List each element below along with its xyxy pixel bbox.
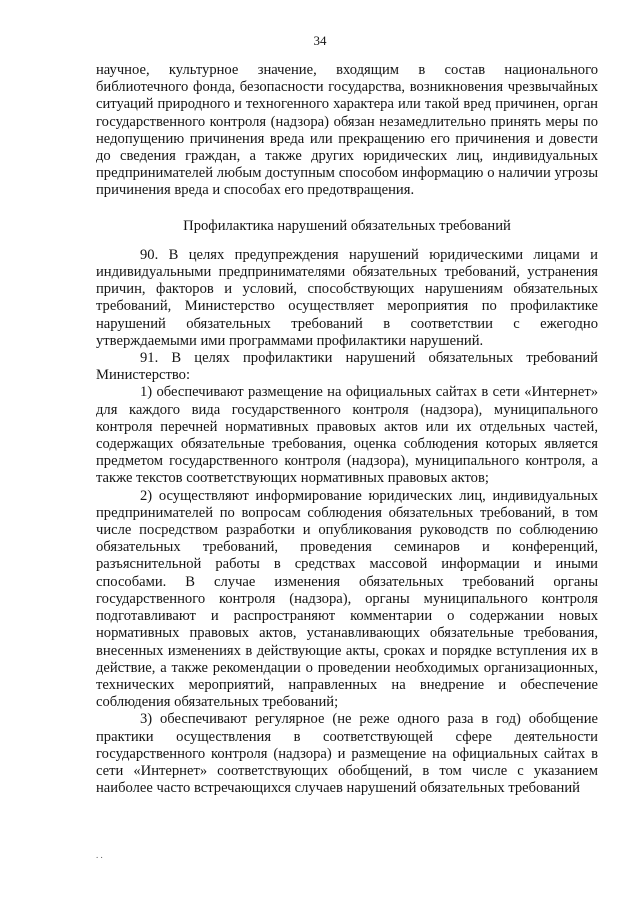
list-item-1: 1) обеспечивают размещение на официальных сайтах в сети «Интернет» для каждого вида государственного контроля (надзора), муниципального контроля перечней нормативных правовых актов или их отдельных частей, содержащих обязательные требования, оценка соблюдения которых является предметом государственного контроля (надзора), муниципального контроля, а также текстов соответствующих нормативных правовых актов; [96, 384, 598, 487]
paragraph-continuation: научное, культурное значение, входящим в состав национального библиотечного фонда, безопасности государства, возникновения чрезвычайных ситуаций природного и техногенного характера или такой вред причинен, орган государственного контроля (надзора) обязан незамедлительно принять меры по недопущению причинения вреда или прекращению его причинения и довести до сведения граждан, а также других юридических лиц, индивидуальных предпринимателей любым доступным способом информацию о наличии угрозы причинения вреда и способах его предотвращения. [96, 62, 598, 199]
page-number: 34 [313, 33, 327, 48]
paragraph-91: 91. В целях профилактики нарушений обязательных требований Министерство: [96, 350, 598, 384]
scan-mark: . . [96, 850, 103, 860]
section-heading: Профилактика нарушений обязательных требований [183, 217, 511, 234]
paragraph-90: 90. В целях предупреждения нарушений юридическими лицами и индивидуальными предпринимателями обязательных требований, устранения причин, факторов и условий, способствующих нарушениям обязательных требований, Министерство осуществляет мероприятия по профилактике нарушений обязательных требований в соответствии с ежегодно утверждаемыми ими программами профилактики нарушений. [96, 246, 598, 349]
list-item-2: 2) осуществляют информирование юридических лиц, индивидуальных предпринимателей по вопросам соблюдения обязательных требований, в том числе посредством разработки и опубликования руководств по соблюдению обязательных требований, проведения семинаров и конференций, разъяснительной работы в средствах массовой информации и иными способами. В случае изменения обязательных требований органы государственного контроля (надзора), органы муниципального контроля подготавливают и распространяют комментарии о содержании новых нормативных правовых актов, устанавливающих обязательные требования, внесенных изменениях в действующие акты, сроках и порядке вступления их в действие, а также рекомендации о проведении необходимых организационных, технических мероприятий, направленных на внедрение и обеспечение соблюдения обязательных требований; [96, 487, 598, 711]
list-item-3: 3) обеспечивают регулярное (не реже одного раза в год) обобщение практики осуществления в соответствующей сфере деятельности государственного контроля (надзора) и размещение на официальных сайтах в сети «Интернет» соответствующих обобщений, в том числе с указанием наиболее часто встречающихся случаев нарушений обязательных требований [96, 711, 598, 797]
document-body [96, 62, 598, 797]
